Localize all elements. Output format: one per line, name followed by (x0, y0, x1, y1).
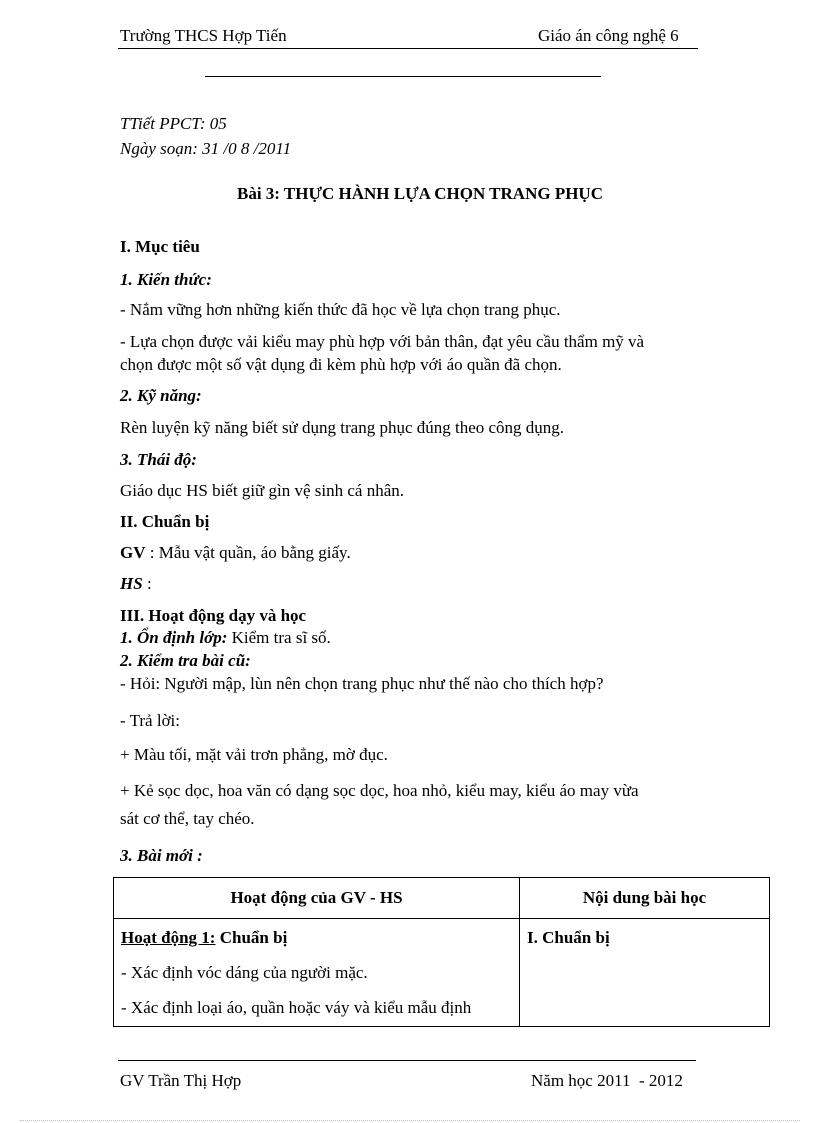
stabilize-label: 1. Ổn định lớp: (120, 628, 228, 647)
lesson-table (113, 877, 770, 1027)
hs-text: : (142, 574, 152, 593)
activity-1-label: Hoạt động 1: (121, 928, 216, 947)
preparation-heading: II. Chuẩn bị (120, 512, 210, 531)
new-lesson-heading: 3. Bài mới : (120, 846, 203, 865)
stabilize-line (120, 628, 331, 648)
stabilize-text: Kiểm tra sĩ số. (227, 628, 331, 647)
footer-teacher: GV Trần Thị Hợp (120, 1071, 242, 1090)
knowledge-heading: 1. Kiến thức: (120, 270, 212, 289)
attitude-text: Giáo dục HS biết giữ gìn vệ sinh cá nhân. (120, 481, 404, 500)
preparation-date: Ngày soạn: 31 /0 8 /2011 (120, 139, 292, 158)
activities-heading: III. Hoạt động dạy và học (120, 606, 307, 625)
header-school: Trường THCS Hợp Tiến (120, 26, 287, 45)
activity-1-title (115, 920, 518, 955)
answer-line-2b: sát cơ thể, tay chéo. (120, 809, 255, 828)
activity-1-step-2: - Xác định loại áo, quần hoặc váy và kiểu mẫu định (121, 998, 472, 1017)
header-subject: Giáo án công nghệ 6 (538, 26, 679, 45)
gv-label: GV (120, 543, 146, 562)
hs-label: HS (120, 574, 143, 593)
answer-line-1: + Màu tối, mặt vải trơn phẳng, mờ đục. (120, 745, 388, 764)
col-content-header: Nội dung bài học (520, 878, 770, 919)
knowledge-line-1: - Nắm vững hơn những kiến thức đã học về lựa chọn trang phục. (120, 300, 561, 319)
knowledge-line-2a: - Lựa chọn được vải kiểu may phù hợp với bản thân, đạt yêu cầu thẩm mỹ và (120, 332, 645, 351)
table-header-row (114, 878, 770, 919)
review-question: - Hỏi: Người mập, lùn nên chọn trang phục như thế nào cho thích hợp? (120, 674, 604, 693)
footer-year: Năm học 2011 - 2012 (531, 1071, 683, 1090)
lesson-period: TTiết PPCT: 05 (120, 114, 227, 133)
objectives-heading: I. Mục tiêu (120, 237, 200, 256)
col-activities-header: Hoạt động của GV - HS (114, 878, 520, 919)
header-underline (118, 48, 698, 49)
knowledge-line-2b: chọn được một số vật dụng đi kèm phù hợp với áo quần đã chọn. (120, 355, 562, 374)
activity-1-step-1: - Xác định vóc dáng của người mặc. (121, 963, 368, 982)
lesson-title: Bài 3: THỰC HÀNH LỰA CHỌN TRANG PHỤC (237, 184, 603, 203)
header-separator (205, 76, 601, 77)
attitude-heading: 3. Thái độ: (120, 450, 197, 469)
skills-text: Rèn luyện kỹ năng biết sử dụng trang phục đúng theo công dụng. (120, 418, 565, 437)
activity-1-name: Chuẩn bị (215, 928, 288, 947)
answer-label: - Trả lời: (120, 711, 181, 730)
skills-heading: 2. Kỹ năng: (120, 386, 202, 405)
footer-separator (118, 1060, 696, 1061)
content-cell (520, 919, 770, 1027)
preparation-gv (120, 543, 351, 563)
page-bottom-border (20, 1120, 800, 1121)
gv-text: : Mẫu vật quần, áo bằng giấy. (145, 543, 351, 562)
review-heading: 2. Kiểm tra bài cũ: (120, 651, 251, 670)
preparation-hs (120, 574, 152, 594)
table-row (114, 919, 770, 1027)
answer-line-2a: + Kẻ sọc dọc, hoa văn có dạng sọc dọc, hoa nhỏ, kiểu may, kiểu áo may vừa (120, 781, 639, 800)
content-section-1: I. Chuẩn bị (527, 928, 610, 947)
activities-cell (114, 919, 520, 1027)
